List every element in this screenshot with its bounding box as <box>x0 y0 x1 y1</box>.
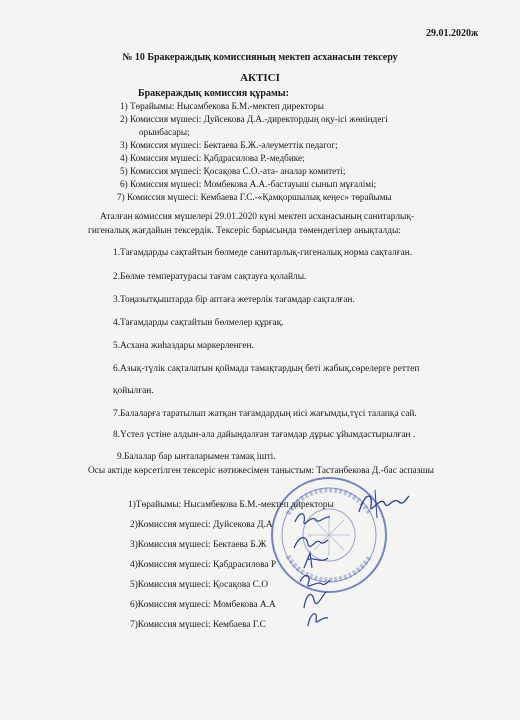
finding-item: 4.Тағамдарды сақтайтын бөлмелер құрғақ. <box>113 318 284 328</box>
finding-item: 9.Балалар бар ынталарымен тамақ ішті. <box>117 452 276 462</box>
member-line: орынбасары; <box>139 127 190 137</box>
finding-item: 6.Азық-түлік сақталатын қоймада тамақтардың беті жабық,сөрелерге реттеп <box>113 364 420 374</box>
signature-line: 2)Комиссия мүшесі: Дуйсекова Д.А <box>130 520 273 530</box>
member-line: 1) Төрайымы: Нысамбекова Б.М.-мектеп директоры <box>120 101 324 111</box>
document-title: № 10 Бракераждық комиссияның мектеп асханасын тексеру <box>122 52 398 63</box>
member-line: 6) Комиссия мүшесі: Момбекова А.А.-бастауыш сынып мұғалімі; <box>120 179 377 189</box>
finding-item: 1.Тағамдарды сақтайтын бөлмеде санитарлық-гигеналық норма сақталған. <box>113 248 413 258</box>
acknowledgement-line: Осы актіде көрсетілген тексеріс нәтижесімен таныстым: Тастанбекова Д.-бас аспазшы <box>88 466 434 476</box>
signature-line: 5)Комиссия мүшесі: Қосақова С.О <box>130 580 269 590</box>
member-line: 7) Комиссия мүшесі: Кембаева Г.С.-«Қамқоршылық кеңес» төрайымы <box>117 192 392 202</box>
signature-line: 6)Комиссия мүшесі: Момбекова А.А <box>130 600 276 610</box>
signature-line: 7)Комиссия мүшесі: Кембаева Г.С <box>130 620 266 630</box>
member-line: 2) Комиссия мүшесі: Дуйсекова Д.А.-директордың оқу-ісі жөніндегі <box>120 114 388 124</box>
finding-item: қойылған. <box>113 386 154 396</box>
member-line: 5) Комиссия мүшесі: Қосақова С.О.-ата- аналар комитеті; <box>120 166 346 176</box>
chef-signature-icon <box>355 486 411 520</box>
document-subtitle: АКТІСІ <box>240 72 280 84</box>
handwritten-signature-icon <box>292 508 332 530</box>
handwritten-signature-icon <box>300 550 332 572</box>
signature-line: 4)Комиссия мүшесі: Қабдрасилова Р <box>130 560 277 570</box>
signature-line: 1)Төрайымы: Нысамбекова Б.М.-мектеп директоры <box>128 500 334 510</box>
intro-line: гигеналық жағдайын тексердік. Тексеріс барысында төмендегілер анықталды: <box>88 226 401 236</box>
finding-item: 8.Үстел үстіне алдын-ала дайындалған тағамдар дұрыс ұйымдастырылған . <box>113 430 416 440</box>
member-line: 4) Комиссия мүшесі: Қабдрасилова Р.-медбике; <box>120 153 305 163</box>
signature-line: 3)Комиссия мүшесі: Бектаева Б.Ж <box>130 540 267 550</box>
finding-item: 3.Тоңазытқыштарда бір аптаға жетерлік тағамдар сақталған. <box>113 295 355 305</box>
intro-line: Аталған комиссия мүшелері 29.01.2020 күні мектеп асханасының санитарлық- <box>100 212 414 222</box>
finding-item: 5.Асхана жиһаздары маркерленген. <box>113 341 254 351</box>
composition-heading: Бракераждық комиссия құрамы: <box>138 88 289 99</box>
member-line: 3) Комиссия мүшесі: Бектаева Б.Ж.-әлеуметтік педагог; <box>120 140 338 150</box>
document-date: 29.01.2020ж <box>426 28 479 39</box>
finding-item: 2.Бөлме температурасы тағам сақтауға қолайлы. <box>113 272 307 282</box>
finding-item: 7.Балаларға таратылып жатқан тағамдардың иісі жағымды,түсі талапқа сай. <box>113 409 417 419</box>
handwritten-signature-icon <box>304 608 332 630</box>
